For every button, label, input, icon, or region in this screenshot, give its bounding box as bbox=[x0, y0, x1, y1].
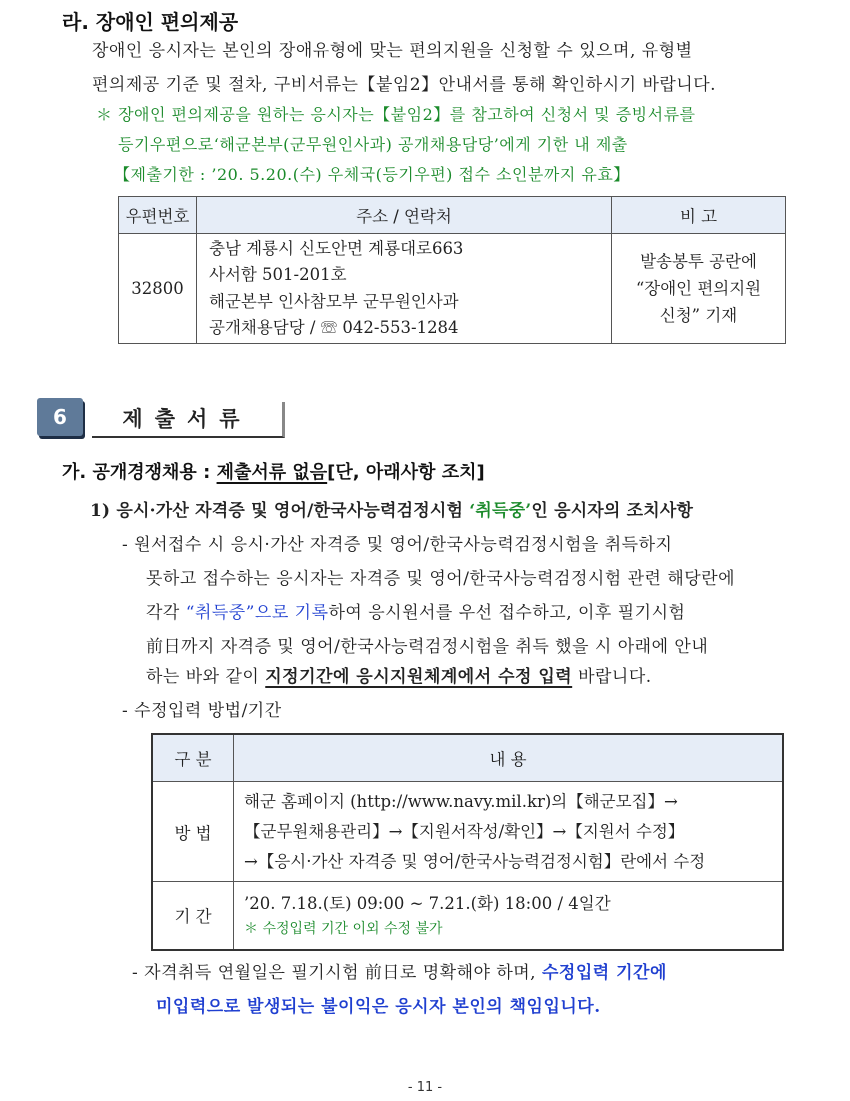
bullet3-line2: 미입력으로 발생되는 불이익은 응시자 본인의 책임입니다. bbox=[156, 997, 601, 1017]
bullet1-line5-bold: 지정기간에 응시지원체계에서 수정 입력 bbox=[265, 667, 573, 687]
table2-header-content: 내 용 bbox=[234, 734, 784, 782]
period-note: ＊ 수정입력 기간 이외 수정 불가 bbox=[244, 921, 443, 938]
submission-deadline: 【제출기한 : ’20. 5.20.(수) 우체국(등기우편) 접수 소인분까지 유효】 bbox=[114, 165, 630, 184]
remark-line: 신청” 기재 bbox=[659, 306, 738, 325]
sub1-highlight: ‘취득중’ bbox=[469, 501, 532, 521]
address-line: 해군본부 인사참모부 군무원인사과 bbox=[209, 291, 459, 311]
remark-cell bbox=[612, 234, 786, 344]
row-period-content bbox=[234, 882, 784, 950]
period-line: ’20. 7.18.(토) 09:00 ~ 7.21.(화) 18:00 / 4일간 bbox=[244, 894, 611, 914]
sub1-prefix: 1) 응시·가산 자격증 및 영어/한국사능력검정시험 bbox=[90, 501, 470, 521]
section-heading-disability: 라. 장애인 편의제공 bbox=[62, 10, 239, 34]
bullet1-line5-suffix: 바랍니다. bbox=[572, 667, 652, 687]
bullet1-line3-highlight: “취득중”으로 기록 bbox=[185, 603, 329, 623]
bullet1-line5-prefix: 하는 바와 같이 bbox=[146, 667, 266, 687]
section-title: 제출서류 bbox=[92, 402, 285, 438]
bullet3-line1 bbox=[132, 956, 667, 990]
heading-suffix: [단, 아래사항 조치] bbox=[327, 462, 485, 483]
heading-prefix: 가. 공개경쟁채용 : bbox=[62, 462, 217, 483]
zip-code: 32800 bbox=[119, 234, 197, 344]
bullet1-line5 bbox=[146, 660, 652, 694]
bullet2: - 수정입력 방법/기간 bbox=[122, 701, 282, 721]
remark-line: 발송봉투 공란에 bbox=[640, 252, 757, 271]
bullet3-line1-highlight: 수정입력 기간에 bbox=[542, 963, 667, 983]
bullet1-line2: 못하고 접수하는 응시자는 자격증 및 영어/한국사능력검정시험 관련 해당란에 bbox=[146, 569, 736, 589]
row-method-content bbox=[234, 782, 784, 882]
correction-method-table bbox=[151, 733, 784, 951]
row-method-label: 방 법 bbox=[152, 782, 234, 882]
disability-note-line1: ＊ 장애인 편의제공을 원하는 응시자는【붙임2】를 참고하여 신청서 및 증빙서류를 bbox=[96, 105, 696, 124]
bullet3-line1-prefix: - 자격취득 연월일은 필기시험 前日로 명확해야 하며, bbox=[132, 963, 542, 983]
address-line: 충남 계룡시 신도안면 계룡대로663 bbox=[209, 238, 464, 258]
address-cell bbox=[197, 234, 612, 344]
disability-para-line2: 편의제공 기준 및 절차, 구비서류는【붙임2】안내서를 통해 확인하시기 바랍니다. bbox=[92, 75, 717, 95]
bullet1-line1: - 원서접수 시 응시·가산 자격증 및 영어/한국사능력검정시험을 취득하지 bbox=[122, 535, 673, 555]
section-number-badge: 6 bbox=[37, 398, 83, 436]
bullet1-line3-suffix: 하여 응시원서를 우선 접수하고, 이후 필기시험 bbox=[328, 603, 686, 623]
row-period-label: 기 간 bbox=[152, 882, 234, 950]
method-line: →【응시·가산 자격증 및 영어/한국사능력검정시험】란에서 수정 bbox=[244, 851, 706, 871]
table-header-address: 주소 / 연락처 bbox=[197, 197, 612, 234]
mailing-address-table bbox=[118, 196, 786, 344]
method-line: 【군무원채용관리】→【지원서작성/확인】→【지원서 수정】 bbox=[244, 821, 685, 841]
table-header-zip: 우편번호 bbox=[119, 197, 197, 234]
address-line: 사서함 501-201호 bbox=[209, 265, 347, 284]
disability-note-line2: 등기우편으로‘해군본부(군무원인사과) 공개채용담당’에게 기한 내 제출 bbox=[118, 135, 628, 154]
bullet1-line3-prefix: 각각 bbox=[146, 603, 186, 623]
table-header-remark: 비 고 bbox=[612, 197, 786, 234]
disability-para-line1: 장애인 응시자는 본인의 장애유형에 맞는 편의지원을 신청할 수 있으며, 유형별 bbox=[92, 41, 693, 61]
address-line: 공개채용담당 / ☏ 042-553-1284 bbox=[209, 318, 459, 337]
method-line: 해군 홈페이지 (http://www.navy.mil.kr)의【해군모집】→ bbox=[244, 791, 678, 811]
bullet1-line3 bbox=[146, 596, 685, 630]
subsection-1-title bbox=[90, 496, 693, 521]
bullet1-line4: 前日까지 자격증 및 영어/한국사능력검정시험을 취득 했을 시 아래에 안내 bbox=[146, 637, 709, 657]
heading-no-documents: 제출서류 없음 bbox=[216, 462, 328, 483]
open-recruitment-heading bbox=[62, 458, 485, 484]
remark-line: “장애인 편의지원 bbox=[635, 279, 762, 298]
table2-header-category: 구 분 bbox=[152, 734, 234, 782]
sub1-suffix: 인 응시자의 조치사항 bbox=[531, 501, 694, 521]
page-number: - 11 - bbox=[407, 1080, 443, 1095]
